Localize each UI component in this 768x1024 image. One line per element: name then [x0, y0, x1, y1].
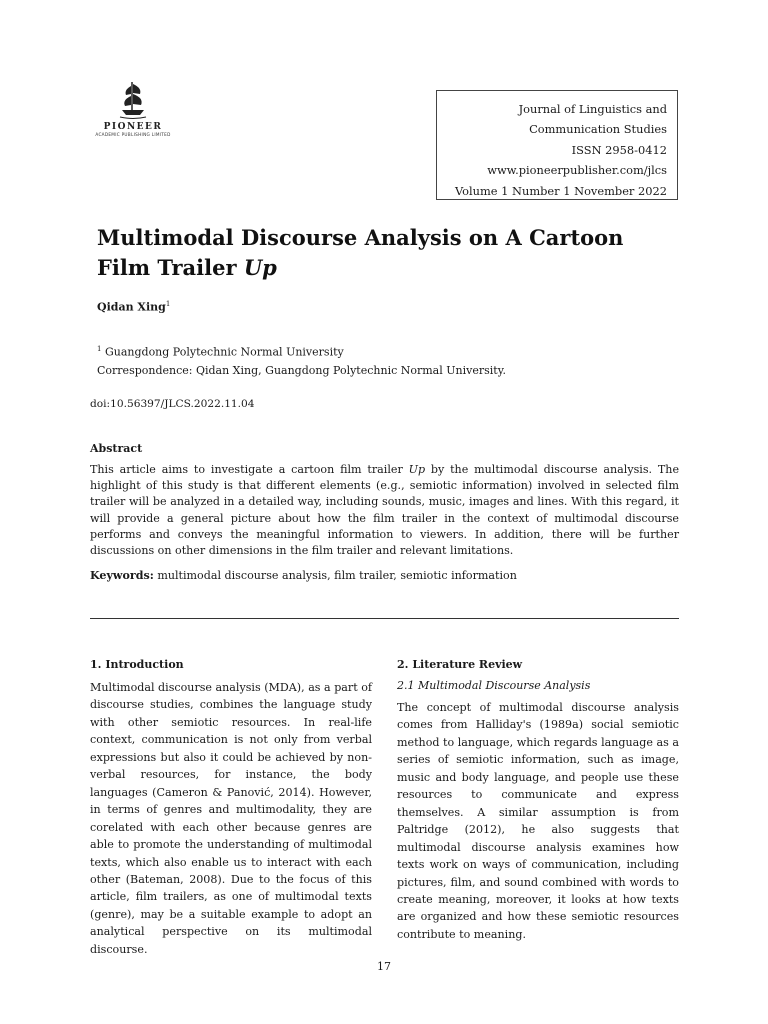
keywords: [90, 569, 690, 582]
article-title-italic: Up: [243, 255, 277, 280]
abstract-text-part1: This article aims to investigate a cartoon film trailer: [90, 463, 409, 476]
lit-review-heading: 2. Literature Review: [397, 658, 523, 671]
publisher-subtitle: ACADEMIC PUBLISHING LIMITED: [95, 132, 171, 137]
journal-name-line2: Communication Studies: [529, 122, 667, 137]
lit-review-subheading: 2.1 Multimodal Discourse Analysis: [397, 679, 591, 692]
affiliation: [97, 340, 506, 362]
lit-review-text: The concept of multimodal discourse analysis comes from Halliday's (1989a) social semiotic method to language, which regards language as a series of semiotic information, such as image, music and body language, and people use these resources to communicate and express themselves. A similar assumption is from Paltridge (2012), he also suggests that multimodal discourse analysis examines how texts work on ways of communication, including pictures, film, and sound combined with words to create meaning, moreover, it looks at how texts are organized and how these semiotic resources contribute to meaning.: [397, 701, 679, 941]
keywords-text: multimodal discourse analysis, film trailer, semiotic information: [153, 569, 517, 582]
intro-text: Multimodal discourse analysis (MDA), as a part of discourse studies, combines the language study with other semiotic resources. In real-life context, communication is not only from verbal expressions but also it could be achieved by non-verbal resources, for instance, the body languages (Cameron & Panović, 2014). However, in terms of genres and multimodality, they are corelated with each other because genres are able to promote the understanding of multimodal texts, which also enable us to interact with each other (Bateman, 2008). Due to the focus of this article, film trailers, as one of multimodal texts (genre), may be a suitable example to adopt an analytical perspective on its multimodal discourse.: [90, 681, 372, 956]
article-title-main: Multimodal Discourse Analysis on A Cartoon Film Trailer: [97, 225, 624, 280]
abstract-text-part2: by the multimodal discourse analysis. The highlight of this study is that different elements (e.g., semiotic information) involved in selected film trailer will be analyzed in a detailed way, including sounds, music, images and lines. With this regard, it will provide a general picture about how the film trailer in the context of multimodal discourse performs and conveys the meaningful information to viewers. In addition, there will be further discussions on other dimensions in the film trailer and relevant limitations.: [90, 463, 680, 558]
author-sup: 1: [165, 300, 171, 308]
abstract-heading: Abstract: [90, 442, 143, 455]
author-name-text: Qidan Xing: [97, 300, 166, 314]
journal-issn: ISSN 2958-0412: [571, 142, 667, 157]
journal-issue: Volume 1 Number 1 November 2022: [454, 183, 667, 198]
publisher-logo: [88, 80, 178, 146]
keywords-label: Keywords:: [90, 569, 154, 582]
journal-url[interactable]: www.pioneerpublisher.com/jlcs: [487, 163, 667, 178]
page-number: 17: [377, 960, 391, 973]
abstract-text: [90, 462, 679, 559]
affiliation-sup: 1: [97, 345, 102, 353]
section-divider: [90, 618, 679, 619]
doi[interactable]: doi:10.56397/JLCS.2022.11.04: [90, 398, 255, 410]
publisher-name: PIONEER: [103, 122, 163, 132]
author-name: [97, 300, 170, 314]
abstract-text-italic: Up: [408, 463, 426, 476]
ship-icon: [118, 80, 148, 120]
journal-name-line1: Journal of Linguistics and: [518, 102, 667, 116]
correspondence: Correspondence: Qidan Xing, Guangdong Polytechnic Normal University.: [97, 363, 506, 377]
affiliation-text: Guangdong Polytechnic Normal University: [101, 345, 344, 359]
article-title: [97, 223, 657, 283]
journal-info-box: [436, 90, 678, 200]
affiliation-block: [97, 340, 506, 380]
intro-heading: 1. Introduction: [90, 658, 184, 671]
